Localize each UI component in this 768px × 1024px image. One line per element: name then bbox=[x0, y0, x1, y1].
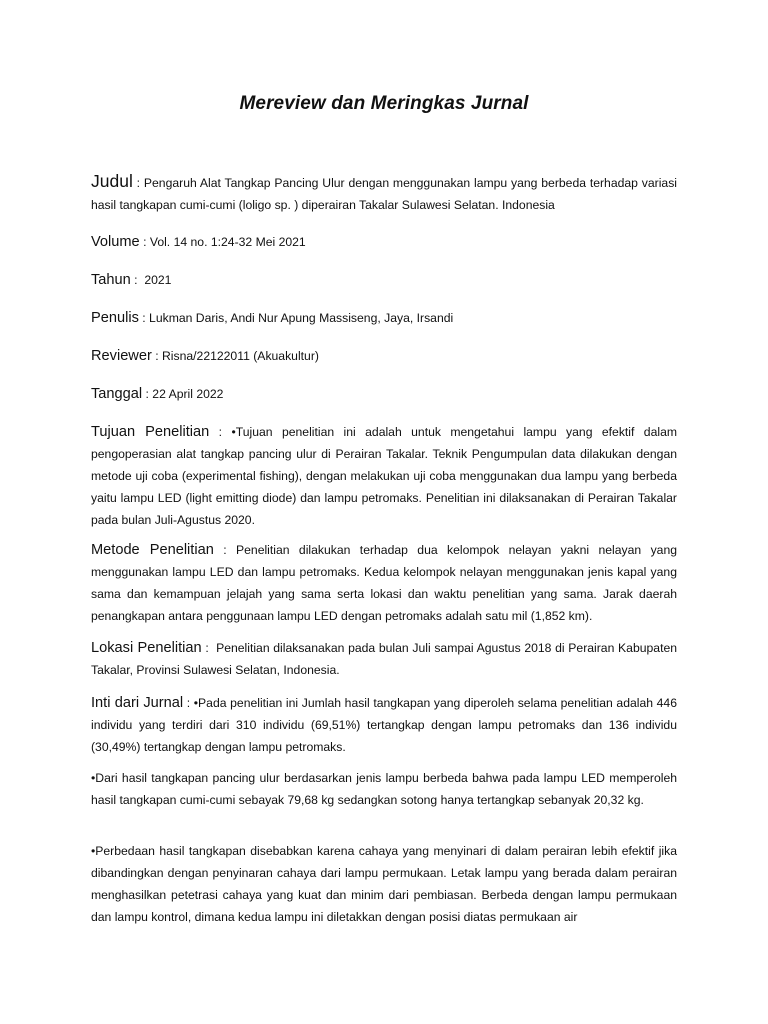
inti-text: •Pada penelitian ini Jumlah hasil tangkapan yang diperoleh selama penelitian adalah 446 individu yang terdiri dari 310 individu (69,51%) tertangkap dengan lampu petromaks dan 136 individu (30,49%) tertangkap dengan lampu petromaks. bbox=[91, 696, 677, 754]
tahun-value: 2021 bbox=[140, 273, 172, 287]
tanggal-sep: : bbox=[142, 387, 153, 401]
tanggal-value: 22 April 2022 bbox=[152, 387, 224, 401]
tanggal-field bbox=[91, 383, 677, 405]
metode-text: Penelitian dilakukan terhadap dua kelompok nelayan yakni nelayan yang menggunakan lampu LED dan lampu petromaks. Kedua kelompok nelayan menggunakan jenis kapal yang sama dan kemampuan jelajah yang sama serta lokasi dan waktu penelitian yang sama. Jarak daerah penangkapan antara penggunaan lampu LED dengan petromaks adalah satu mil (1,852 km). bbox=[91, 543, 677, 623]
metode-label: Metode Penelitian bbox=[91, 542, 214, 558]
tujuan-text: •Tujuan penelitian ini adalah untuk mengetahui lampu yang efektif dalam pengoperasian alat tangkap pancing ulur di Perairan Takalar. Teknik Pengumpulan data dilakukan dengan metode uji coba (experimental fishing), dengan melakukan uji coba menggunakan dua lampu yang berbeda yaitu lampu LED (light emitting diode) dan lampu petromaks. Penelitian ini dilaksanakan di Perairan Takalar pada bulan Juli-Agustus 2020. bbox=[91, 425, 677, 527]
penulis-field bbox=[91, 307, 677, 329]
bullet-paragraph-1: •Dari hasil tangkapan pancing ulur berdasarkan jenis lampu berbeda bahwa pada lampu LED memperoleh hasil tangkapan cumi-cumi sebayak 79,68 kg sedangkan sotong hanya tertangkap sebanyak 20,32 kg. bbox=[91, 771, 677, 807]
tujuan-label: Tujuan Penelitian bbox=[91, 424, 210, 440]
judul-section bbox=[91, 170, 677, 216]
tahun-sep: : bbox=[130, 273, 141, 287]
lokasi-section bbox=[91, 637, 677, 681]
volume-label: Volume bbox=[91, 234, 140, 250]
penulis-label: Penulis bbox=[91, 310, 139, 326]
tujuan-section bbox=[91, 421, 677, 531]
inti-section bbox=[91, 692, 677, 758]
document-title: Mereview dan Meringkas Jurnal bbox=[239, 93, 529, 114]
penulis-value: Lukman Daris, Andi Nur Apung Massiseng, Jaya, Irsandi bbox=[149, 311, 454, 325]
judul-label: Judul bbox=[91, 171, 133, 191]
lokasi-sep: : bbox=[201, 641, 217, 655]
penulis-sep: : bbox=[138, 311, 150, 325]
tujuan-sep: : bbox=[209, 425, 232, 439]
reviewer-field bbox=[91, 345, 677, 367]
inti-label: Inti dari Jurnal bbox=[91, 695, 184, 711]
tahun-label: Tahun bbox=[91, 272, 131, 288]
lokasi-label: Lokasi Penelitian bbox=[91, 640, 202, 656]
lokasi-text: Penelitian dilaksanakan pada bulan Juli sampai Agustus 2018 di Perairan Kabupaten Takalar, Provinsi Sulawesi Selatan, Indonesia. bbox=[91, 641, 678, 677]
volume-field bbox=[91, 231, 677, 253]
reviewer-value: Risna/22122011 (Akuakultur) bbox=[162, 349, 319, 363]
volume-sep: : bbox=[139, 235, 150, 249]
judul-text: Pengaruh Alat Tangkap Pancing Ulur dengan menggunakan lampu yang berbeda terhadap variasi hasil tangkapan cumi-cumi (loligo sp. ) diperairan Takalar Sulawesi Selatan. Indonesia bbox=[91, 176, 677, 212]
reviewer-sep: : bbox=[151, 349, 162, 363]
volume-value: Vol. 14 no. 1:24-32 Mei 2021 bbox=[149, 235, 306, 249]
metode-section bbox=[91, 539, 677, 627]
judul-sep: : bbox=[132, 176, 144, 190]
inti-sep: : bbox=[183, 696, 194, 710]
metode-sep: : bbox=[213, 543, 237, 557]
bullet-paragraph-2: •Perbedaan hasil tangkapan disebabkan karena cahaya yang menyinari di dalam perairan lebih efektif jika dibandingkan dengan penyinaran cahaya dari lampu permukaan. Letak lampu yang berada dalam perairan menghasilkan petetrasi cahaya yang kuat dan minim dari pembiasan. Berbeda dengan lampu permukaan dan lampu kontrol, dimana kedua lampu ini diletakkan dengan posisi diatas permukaan air bbox=[91, 844, 677, 924]
reviewer-label: Reviewer bbox=[91, 348, 152, 364]
tanggal-label: Tanggal bbox=[91, 386, 143, 402]
tahun-field bbox=[91, 269, 677, 291]
